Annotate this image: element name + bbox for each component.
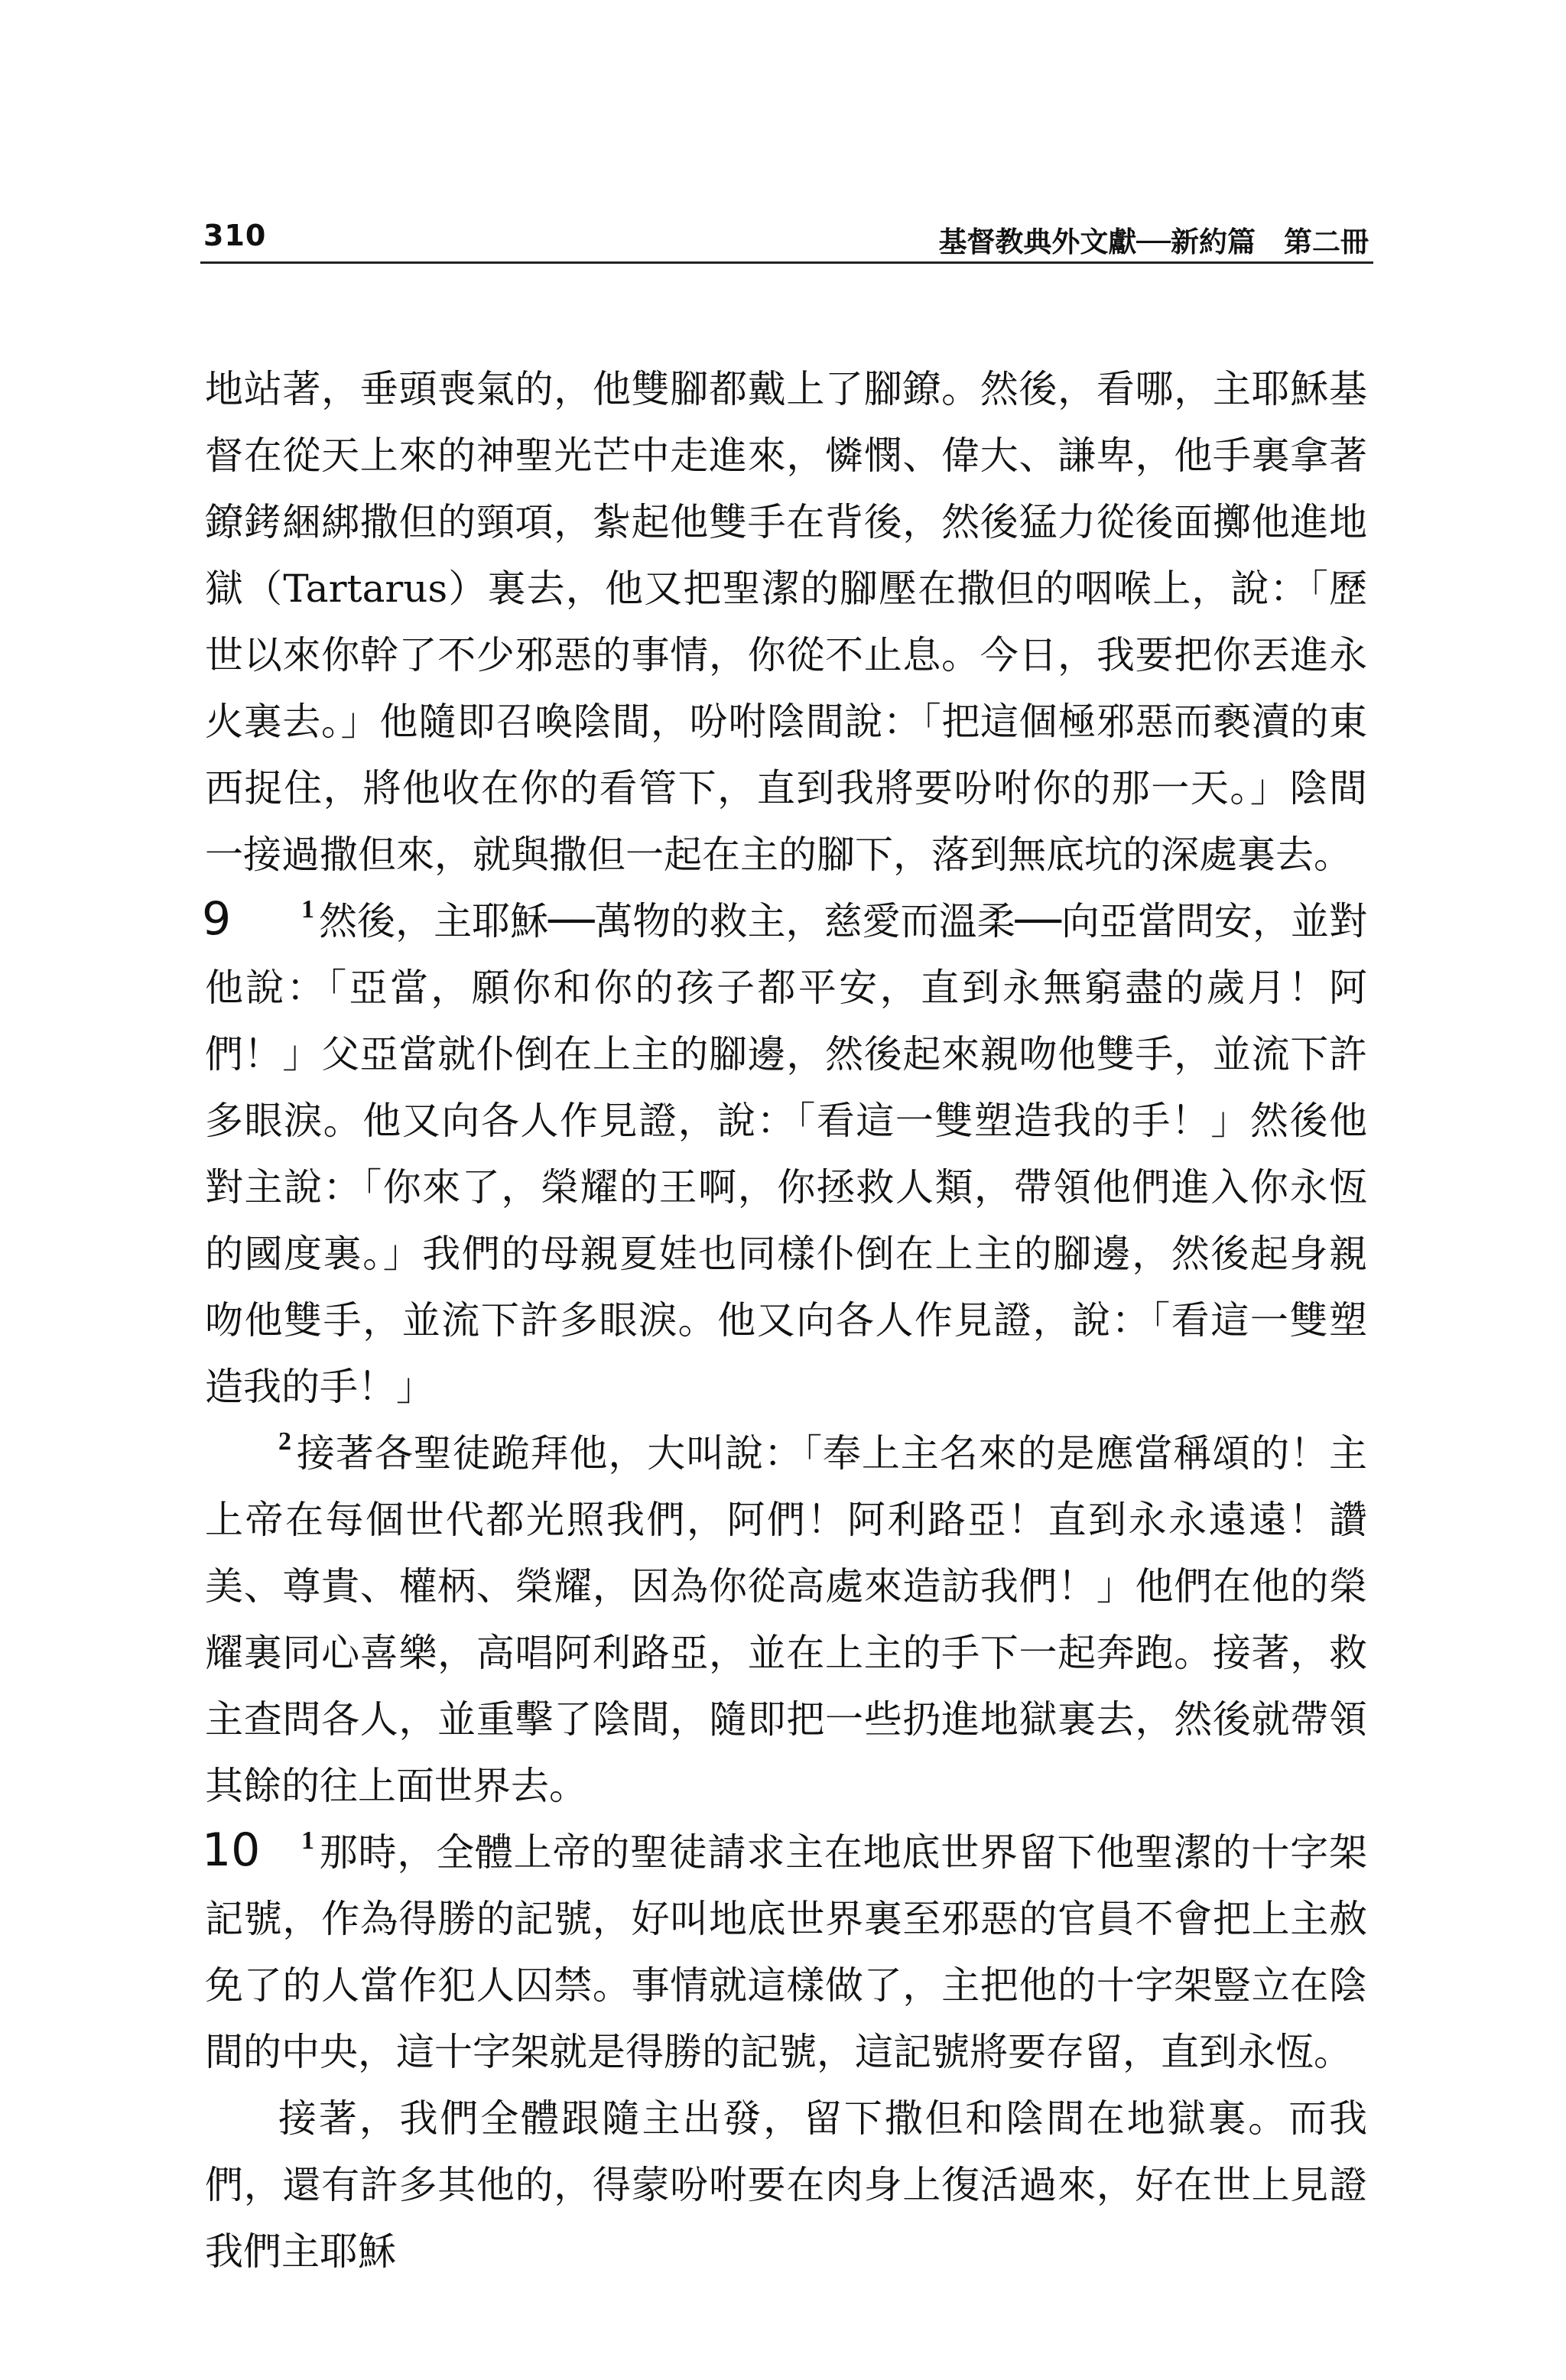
verse-number: 2 [278,1427,291,1456]
running-title: 基督教典外文獻──新約篇 第二冊 [938,226,1369,258]
chapter-number: 10 [202,1823,261,1877]
verse-text: 那時，全體上帝的聖徒請求主在地底世界留下他聖潔的十字架記號，作為得勝的記號，好叫地底世界裏至邪惡的官員不會把上主赦免了的人當作犯人囚禁。事情就這樣做了，主把他的十字架豎立在陰間的中央，這十字架就是得勝的記號，這記號將要存留，直到永恆。 [205,1830,1367,2074]
chapter-9-verse-2 [205,1421,1367,1820]
body-text [202,356,1367,2285]
verse-number: 1 [301,895,314,924]
page-number: 310 [203,219,267,252]
chapter-10-verse-1 [202,1820,1367,2086]
page-header [200,216,1373,264]
paragraph: 接著，我們全體跟隨主出發，留下撒但和陰間在地獄裏。而我們，還有許多其他的，得蒙吩咐要在肉身上復活過來，好在世上見證我們主耶穌 [205,2096,1367,2274]
verse-text: 接著各聖徒跪拜他，大叫說：「奉上主名來的是應當稱頌的！主上帝在每個世代都光照我們，阿們！阿利路亞！直到永永遠遠！讚美、尊貴、權柄、榮耀，因為你從高處來造訪我們！」他們在他的榮耀裏同心喜樂，高唱阿利路亞，並在上主的手下一起奔跑。接著，救主查問各人，並重擊了陰間，隨即把一些扔進地獄裏去，然後就帶領其餘的往上面世界去。 [205,1431,1367,1808]
paragraph-continued: 地站著，垂頭喪氣的，他雙腳都戴上了腳鐐。然後，看哪，主耶穌基督在從天上來的神聖光芒中走進來，憐憫、偉大、謙卑，他手裏拿著鐐銬綑綁撒但的頸項，紮起他雙手在背後，然後猛力從後面擲他進地獄（Tartarus）裏去，他又把聖潔的腳壓在撒但的咽喉上，說：「歷世以來你幹了不少邪惡的事情，你從不止息。今日，我要把你丟進永火裏去。」他隨即召喚陰間，吩咐陰間說：「把這個極邪惡而褻瀆的東西捉住，將他收在你的看管下，直到我將要吩咐你的那一天。」陰間一接過撒但來，就與撒但一起在主的腳下，落到無底坑的深處裏去。 [205,367,1367,877]
verse-text: 然後，主耶穌──萬物的救主，慈愛而溫柔──向亞當問安，並對他說：「亞當，願你和你的孩子都平安，直到永無窮盡的歲月！阿們！」父亞當就仆倒在上主的腳邊，然後起來親吻他雙手，並流下許多眼淚。他又向各人作見證，說：「看這一雙塑造我的手！」然後他對主說：「你來了，榮耀的王啊，你拯救人類，帶領他們進入你永恆的國度裏。」我們的母親夏娃也同樣仆倒在上主的腳邊，然後起身親吻他雙手，並流下許多眼淚。他又向各人作見證，說：「看這一雙塑造我的手！」 [205,899,1367,1409]
verse-number: 1 [301,1826,314,1855]
chapter-number: 9 [202,892,232,946]
chapter-9-verse-1 [202,888,1367,1421]
